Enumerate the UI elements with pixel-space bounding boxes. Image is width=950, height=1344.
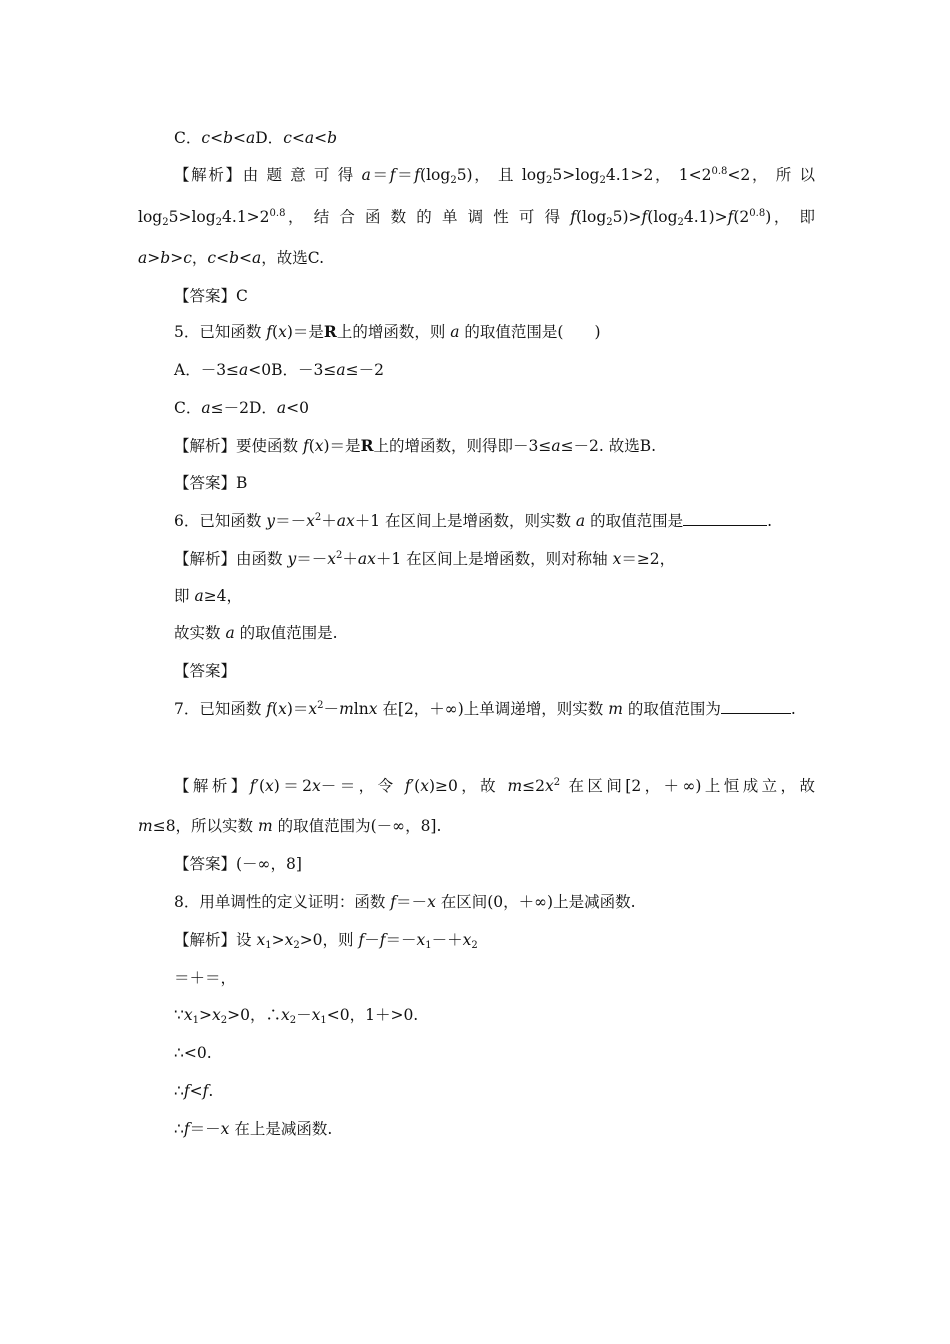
q5-options-ab: A．－3≤a<0B．－3≤a≤－2: [174, 361, 384, 379]
q7-answer: 【答案】(－∞，8]: [174, 855, 302, 873]
q4-analysis-line-3: a>b>c，c<b<a，故选C.: [138, 249, 324, 267]
q4-answer: 【答案】C: [174, 287, 248, 305]
q8-analysis-line-1: 【解析】设 $x_1>x_2>0$，则 $f-f=-x_1-+x_2$: [174, 931, 478, 951]
q6-analysis-line-1: 【解析】由函数 $y=-x^2+ax+1$ 在区间上是增函数，则对称轴 x＝≥2，: [174, 550, 676, 568]
q8-analysis-line-6: ∴f＝－x 在上是减函数.: [174, 1120, 333, 1138]
q5-stem: 5．已知函数 f(x)＝是R上的增函数，则 a 的取值范围是( ): [174, 322, 601, 341]
q6-analysis-line-2: 即 a≥4，: [174, 587, 243, 605]
q4-analysis-line-2: $\log_25>\log_24.1>2^{0.8}$， 结 合 函 数 的 单 调 性 可 得 $f(\log_25)>f(\log_24.1)>f(2^{0.8})$， 即: [138, 208, 815, 228]
q8-analysis-line-5: ∴f<f.: [174, 1082, 214, 1100]
q8-stem: 8．用单调性的定义证明：函数 f＝－x 在区间(0，＋∞)上是减函数.: [174, 893, 636, 911]
q5-analysis: 【解析】要使函数 f(x)＝是R上的增函数，则得即－3≤a≤－2. 故选B.: [174, 436, 657, 455]
q7-analysis-line-2: m≤8，所以实数 m 的取值范围为(－∞，8].: [138, 817, 442, 835]
q8-analysis-line-4: ∴<0.: [174, 1044, 212, 1062]
q8-analysis-line-3: $\because x_1>x_2>0$，$\therefore x_2-x_1<0$，1＋>0.: [174, 1006, 419, 1026]
q8-analysis-line-2: ＝＋＝，: [174, 969, 237, 987]
q5-options-cd: C．a≤－2D．a<0: [174, 399, 310, 417]
q4-analysis-line-1: 【解析】由 题 意 可 得 $a=f=f(\log_25)$， 且 $\log_25>\log_24.1>2$， $1<2^{0.8}<2$， 所 以: [174, 166, 815, 186]
q6-analysis-line-3: 故实数 a 的取值范围是.: [174, 624, 338, 642]
q5-answer: 【答案】B: [174, 474, 248, 492]
q6-stem: 6．已知函数 $y=-x^2+ax+1$ 在区间上是增函数，则实数 a 的取值范围是 .: [174, 512, 773, 530]
q7-analysis-line-1: 【解析】f′(x)＝2x－＝，令 f′(x)≥0，故 $m\le 2x^2$ 在区间[2，＋∞)上恒成立，故: [174, 777, 815, 795]
q7-stem: 7．已知函数 $f(x)=x^2-mlnx$ 在[2，＋∞)上单调递增，则实数 m 的取值范围为 .: [174, 700, 796, 718]
q4-options-cd: C．c<b<aD．c<a<b: [174, 129, 338, 147]
q6-answer: 【答案】: [174, 662, 237, 680]
